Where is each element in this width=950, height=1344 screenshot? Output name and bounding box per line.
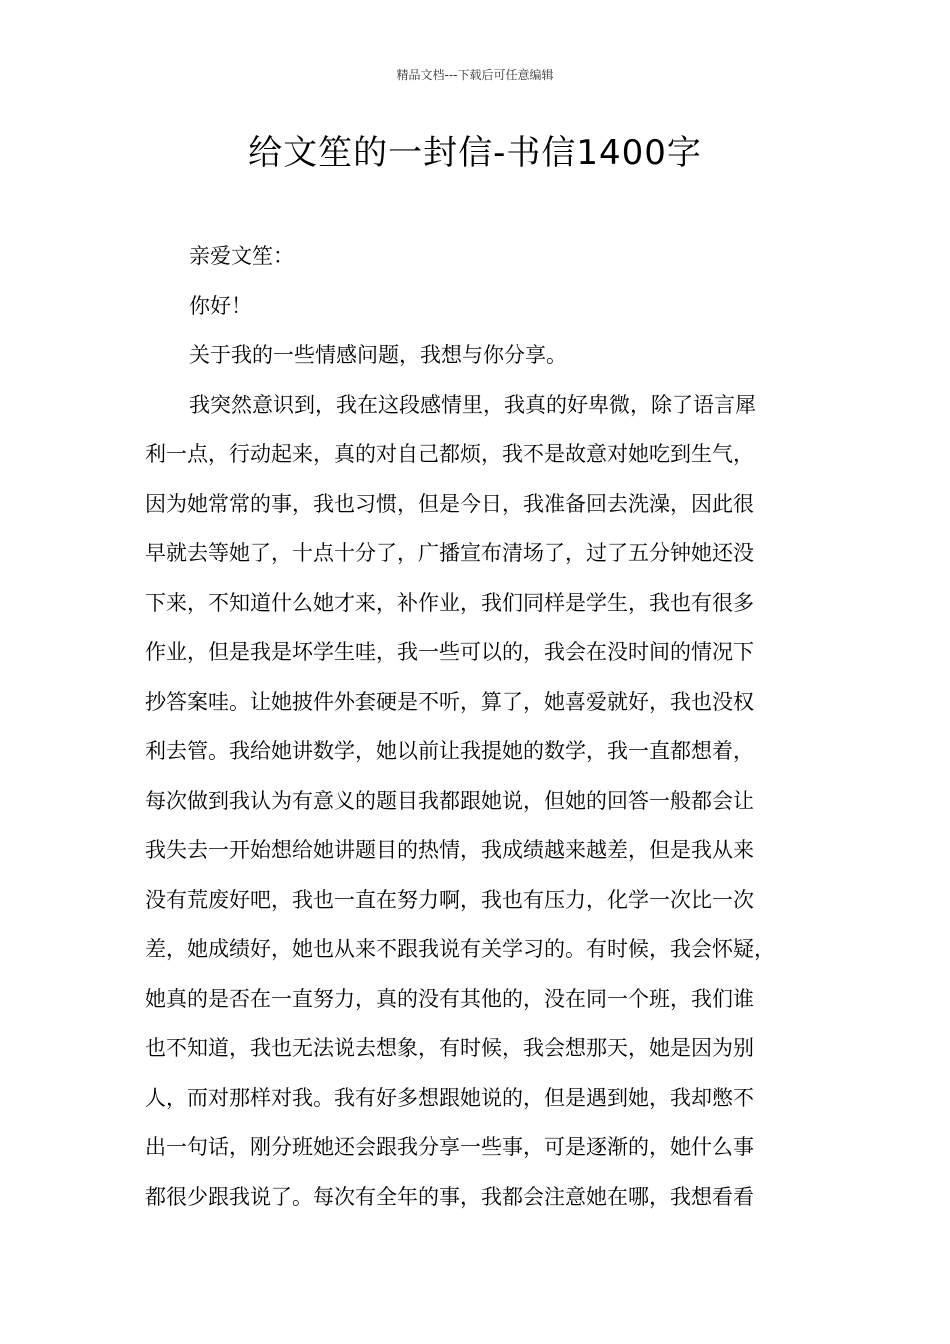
paragraph-line: 早就去等她了，十点十分了，广播宣布清场了，过了五分钟她还没 (145, 541, 754, 565)
paragraph-line: 人，而对那样对我。我有好多想跟她说的，但是遇到她，我却憋不 (145, 1085, 754, 1110)
paragraph-line: 利去管。我给她讲数学，她以前让我提她的数学，我一直都想着， (145, 739, 754, 763)
intro-line: 关于我的一些情感问题，我想与你分享。 (189, 343, 567, 367)
paragraph-line: 差，她成绩好，她也从来不跟我说有关学习的。有时候，我会怀疑， (145, 937, 775, 961)
greeting: 你好！ (189, 293, 252, 318)
paragraph-line: 利一点，行动起来，真的对自己都烦，我不是故意对她吃到生气， (145, 442, 754, 466)
paragraph-line: 她真的是否在一直努力，真的没有其他的，没在同一个班，我们谁 (145, 986, 754, 1011)
paragraph-line: 下来，不知道什么她才来，补作业，我们同样是学生，我也有很多 (145, 590, 754, 615)
paragraph-line: 我突然意识到，我在这段感情里，我真的好卑微，除了语言犀 (189, 392, 756, 417)
paragraph-line: 抄答案哇。让她披件外套硬是不听，算了，她喜爱就好，我也没权 (145, 689, 754, 714)
paragraph-line: 出一句话，刚分班她还会跟我分享一些事，可是逐渐的，她什么事 (145, 1135, 754, 1159)
paragraph-line: 因为她常常的事，我也习惯，但是今日，我准备回去洗澡，因此很 (145, 491, 754, 516)
paragraph-line: 都很少跟我说了。每次有全年的事，我都会注意她在哪，我想看看 (145, 1184, 754, 1209)
paragraph-line: 作业，但是我是坏学生哇，我一些可以的，我会在没时间的情况下 (145, 640, 754, 664)
header-note: 精品文档---下载后可任意编辑 (396, 68, 554, 82)
page-title: 给文笙的一封信-书信1400字 (248, 133, 702, 173)
paragraph-line: 也不知道，我也无法说去想象，有时候，我会想那天，她是因为别 (145, 1036, 754, 1060)
paragraph-line: 没有荒废好吧，我也一直在努力啊，我也有压力，化学一次比一次 (145, 887, 754, 912)
salutation: 亲爱文笙： (189, 244, 294, 268)
paragraph-line: 我失去一开始想给她讲题目的热情，我成绩越来越差，但是我从来 (145, 838, 754, 862)
paragraph-line: 每次做到我认为有意义的题目我都跟她说，但她的回答一般都会让 (145, 788, 754, 813)
letter-body (145, 232, 815, 1222)
